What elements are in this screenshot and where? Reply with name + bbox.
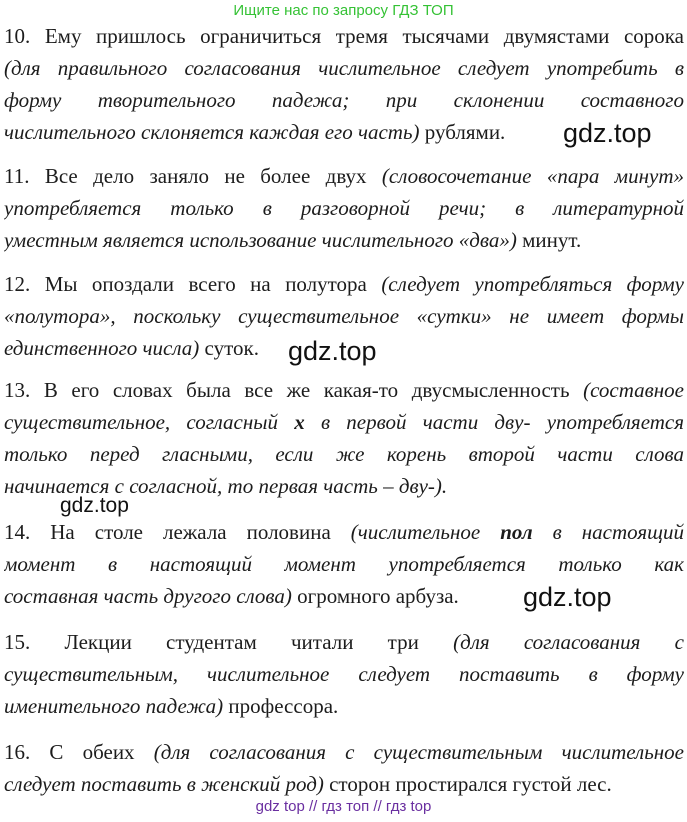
text-line — [4, 406, 684, 438]
explanation-text: (числительное — [350, 520, 501, 544]
answer-text: 13. В его словах была все же какая-то двусмысленность — [4, 378, 584, 402]
explanation-text: (следует употребляться форму — [381, 272, 684, 296]
answer-text: 12. Мы опоздали всего на полутора — [4, 272, 382, 296]
watermark-logo: gdz.top — [523, 582, 612, 612]
text-line — [4, 768, 684, 800]
exercise-item-16 — [4, 736, 684, 800]
text-line — [4, 192, 684, 224]
answer-text: минут. — [516, 228, 582, 252]
explanation-text: (для согласования с существительным числительное — [153, 740, 684, 764]
explanation-text: «полутора», поскольку существительное «сутки» не имеет формы — [4, 304, 684, 328]
explanation-text: только перед гласными, если же корень второй части слова — [4, 442, 684, 466]
watermark-logo: gdz.top — [288, 336, 377, 366]
answer-text: суток. — [199, 336, 259, 360]
watermark-logo: gdz.top — [60, 494, 129, 517]
text-line — [4, 374, 684, 406]
answer-text: 16. С обеих — [4, 740, 154, 764]
text-line — [4, 52, 684, 84]
text-line — [4, 690, 684, 722]
explanation-text: начинается с согласной, то первая часть – дву-). — [4, 474, 448, 498]
exercise-item-11 — [4, 160, 684, 256]
answer-text: 11. Все дело заняло не более двух — [4, 164, 382, 188]
answer-text: 15. Лекции студентам читали три — [4, 630, 454, 654]
explanation-text: (для правильного согласования числительное следует употребить в — [4, 56, 684, 80]
explanation-text: следует поставить в женский род) — [4, 772, 324, 796]
answer-text: профессора. — [223, 694, 339, 718]
text-line — [4, 224, 684, 256]
explanation-text: существительное, согласный — [4, 410, 295, 434]
footer-links: gdz top // гдз топ // гдз top — [255, 798, 432, 815]
explanation-text: х — [294, 410, 305, 434]
search-hint-header: Ищите нас по запросу ГДЗ ТОП — [233, 2, 454, 19]
text-line — [4, 438, 684, 470]
explanation-text: именительного падежа) — [4, 694, 224, 718]
explanation-text: уместным является использование числительного «два») — [4, 228, 517, 252]
answer-text: сторон простирался густой лес. — [323, 772, 612, 796]
explanation-text: момент в настоящий момент употребляется только как — [4, 552, 684, 576]
text-line — [4, 84, 684, 116]
text-line — [4, 300, 684, 332]
explanation-text: в первой части дву- употребляется — [304, 410, 684, 434]
exercise-item-13 — [4, 374, 684, 502]
exercise-item-15 — [4, 626, 684, 722]
explanation-text: единственного числа) — [4, 336, 200, 360]
text-line — [4, 548, 684, 580]
explanation-text: числительного склоняется каждая его часть) — [4, 120, 420, 144]
text-line — [4, 626, 684, 658]
answer-text: рублями. — [419, 120, 506, 144]
explanation-text: форму творительного падежа; при склонении составного — [4, 88, 684, 112]
text-line — [4, 20, 684, 52]
explanation-text: существительным, числительное следует поставить в форму — [4, 662, 684, 686]
text-line — [4, 268, 684, 300]
explanation-text: (составное — [583, 378, 684, 402]
explanation-text: (для согласования с — [453, 630, 684, 654]
watermark-logo: gdz.top — [563, 118, 652, 148]
text-line — [4, 658, 684, 690]
text-line — [4, 160, 684, 192]
explanation-text: составная часть другого слова) — [4, 584, 292, 608]
answer-text: 10. Ему пришлось ограничиться тремя тысячами двумястами сорока — [4, 24, 684, 48]
text-line — [4, 736, 684, 768]
answer-text: огромного арбуза. — [291, 584, 459, 608]
answer-text: 14. На столе лежала половина — [4, 520, 351, 544]
text-line — [4, 516, 684, 548]
explanation-text: употребляется только в разговорной речи; в литературной — [4, 196, 684, 220]
explanation-text: (словосочетание «пара минут» — [381, 164, 684, 188]
explanation-text: пол — [500, 520, 533, 544]
explanation-text: в настоящий — [532, 520, 684, 544]
